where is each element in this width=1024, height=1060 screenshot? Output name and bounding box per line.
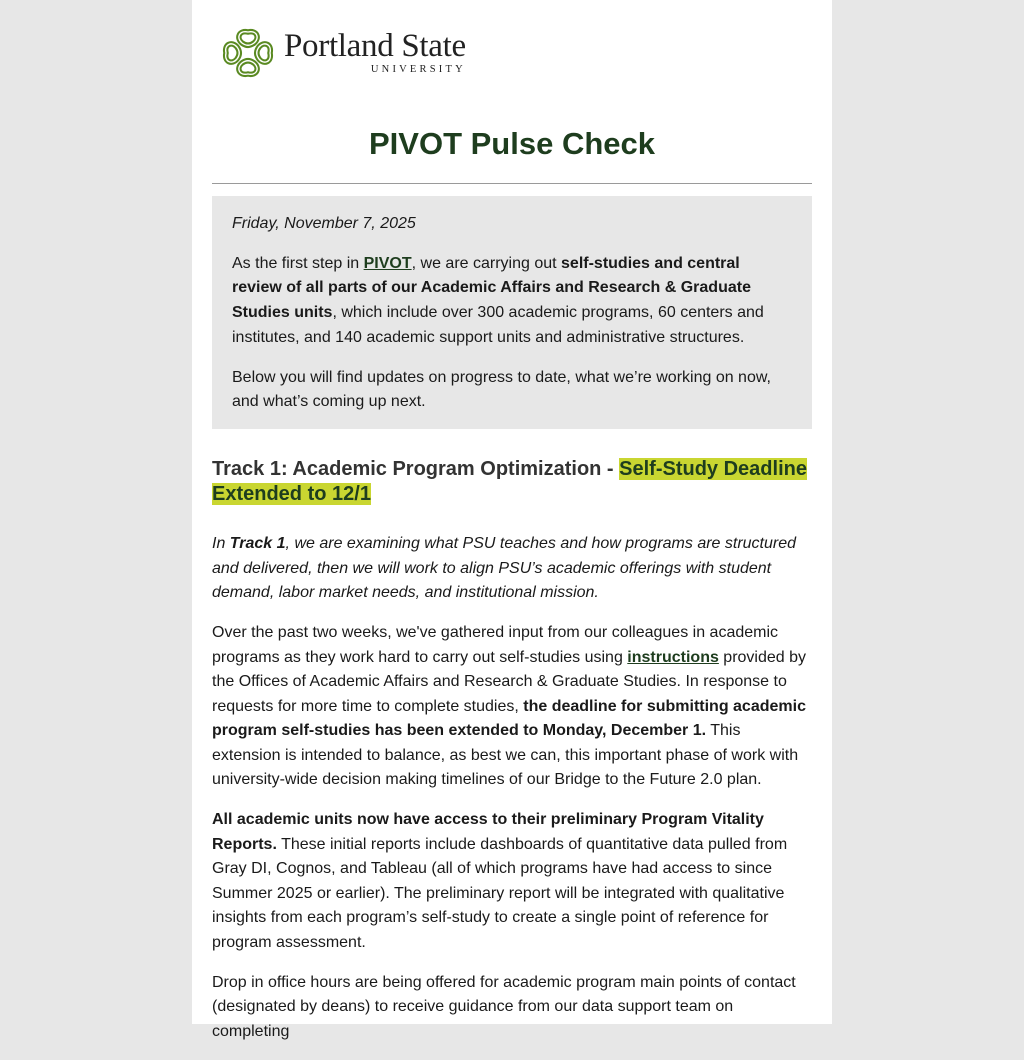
track1-section (212, 457, 812, 1060)
header-divider (212, 183, 812, 184)
intro-panel (212, 196, 812, 429)
intro-followup: Below you will find updates on progress to date, what we’re working on now, and what’s coming up next. (232, 368, 771, 411)
pivot-link[interactable]: PIVOT (363, 254, 412, 272)
track1-heading: Track 1: Academic Program Optimization - Self-Study Deadline Extended to 12/1 (212, 458, 807, 505)
issue-date: Friday, November 7, 2025 (232, 215, 416, 232)
deadline-highlight: Self-Study Deadline Extended to 12/1 (212, 458, 807, 505)
instructions-link[interactable]: instructions (627, 648, 719, 666)
vitality-reports-paragraph: All academic units now have access to their preliminary Program Vitality Reports. These initial reports include dashboards of quantitative data pulled from Gray DI, Cognos, and Tableau (all of which programs have had access to since Summer 2025 or earlier). The preliminary report will be integrated with qualitative insights from each program’s self-study to create a single point of reference for program assessment. (212, 811, 788, 951)
track1-intro: In Track 1, we are examining what PSU teaches and how programs are structured and delivered, then we will work to align PSU’s academic offerings with student demand, labor market needs, and institutional mission. (212, 535, 797, 601)
intro-paragraph: As the first step in PIVOT, we are carrying out self-studies and central review of all parts of our Academic Affairs and Research & Graduate Studies units, which include over 300 academic programs, 60 centers and institutes, and 140 academic support units and administrative structures. (232, 254, 764, 346)
office-hours-paragraph: Drop in office hours are being offered for academic program main points of contact (designated by deans) to receive guidance from our data support team on completing (212, 973, 796, 1040)
newsletter-title: PIVOT Pulse Check (369, 126, 655, 161)
logo-subtitle: UNIVERSITY (370, 64, 466, 76)
track1-update-paragraph: Over the past two weeks, we've gathered input from our colleagues in academic programs as they work hard to carry out self-studies using instructions provided by the Offices of Academic Affairs and Research & Graduate Studies. In response to requests for more time to complete studies, the deadline for submitting academic program self-studies has been extended to Monday, December 1. This extension is intended to balance, as best we can, this important phase of work with university-wide decision making timelines of our Bridge to the Future 2.0 plan. (212, 624, 807, 788)
email-page (192, 0, 832, 1040)
psu-logo[interactable] (222, 26, 466, 80)
logo-wordmark: Portland State (284, 28, 466, 65)
psu-logo-mark-icon (222, 26, 274, 80)
